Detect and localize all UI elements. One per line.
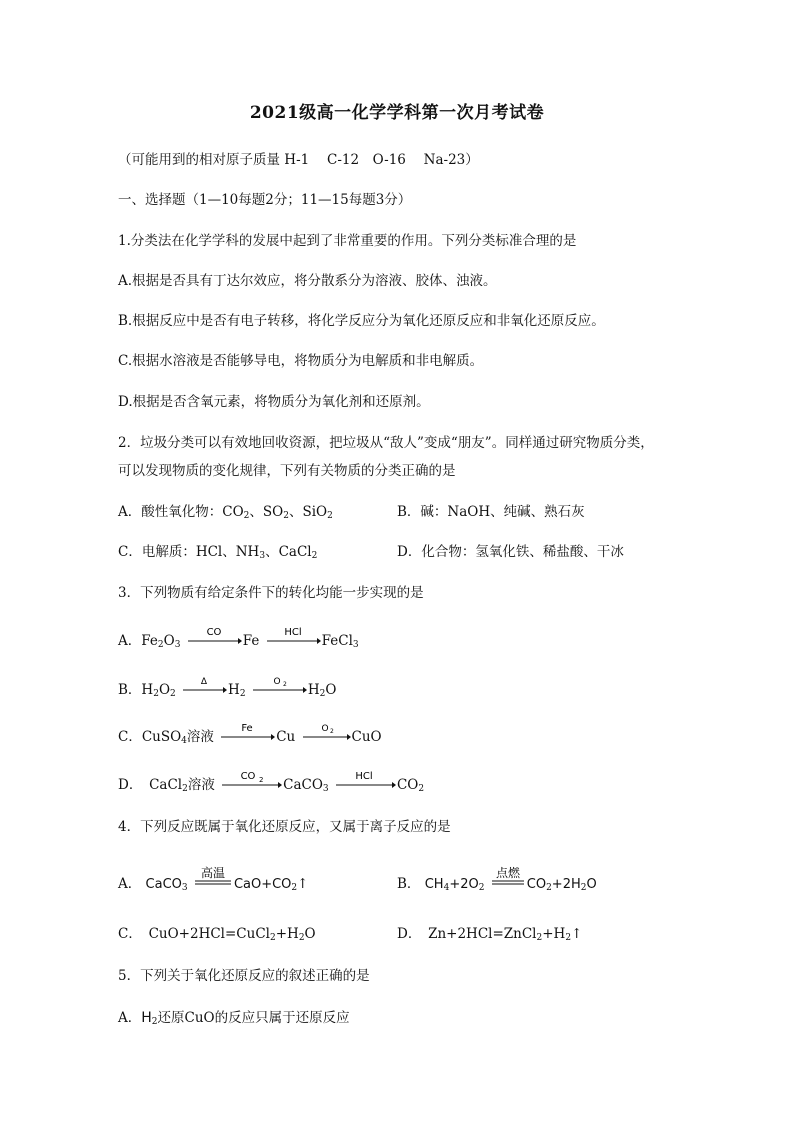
- reaction-arrow: [181, 675, 227, 697]
- question-3-stem: 3．下列物质有给定条件下的转化均能一步实现的是: [118, 585, 424, 601]
- question-2-option-a: A．酸性氧化物：$CO_2$、$SO_2$、SiO$_2$: [118, 504, 333, 521]
- reaction-arrow: [220, 770, 282, 792]
- question-2-option-b: B．碱：NaOH、纯碱、熟石灰: [397, 504, 585, 520]
- page-title: 2021级高一化学学科第一次月考试卷: [249, 103, 545, 123]
- question-5-option-a: A．$H_2$还原CuO的反应只属于还原反应: [118, 1010, 350, 1027]
- svg-text:2: 2: [329, 728, 334, 735]
- reaction-arrow: [219, 722, 275, 744]
- question-5-stem: 5．下列关于氧化还原反应的叙述正确的是: [118, 968, 370, 984]
- question-3-option-b: B．$H_2O_2$ Δ $H_2$ O 2 $H_2O$: [118, 677, 337, 699]
- question-4-stem: 4．下列反应既属于氧化还原反应，又属于离子反应的是: [118, 819, 451, 835]
- question-2-stem-line2: 可以发现物质的变化规律，下列有关物质的分类正确的是: [118, 463, 456, 479]
- question-1-option-a: A.根据是否具有丁达尔效应，将分散系分为溶液、胶体、浊液。: [118, 273, 497, 289]
- svg-text:2: 2: [259, 776, 264, 784]
- arrow-condition: Δ: [200, 677, 208, 687]
- arrow-condition: O: [320, 724, 329, 734]
- arrow-condition: HCl: [355, 771, 373, 782]
- question-4-option-b: B． $CH_4+2O_2$ 点燃 $CO_2+2H_2O$: [397, 866, 597, 893]
- arrow-condition: O: [273, 677, 281, 687]
- reaction-arrow: [265, 626, 321, 648]
- reaction-arrow: [186, 626, 242, 648]
- question-1-option-b: B.根据反应中是否有电子转移，将化学反应分为氧化还原反应和非氧化还原反应。: [118, 313, 605, 329]
- reaction-arrow: [301, 722, 351, 744]
- arrow-condition: CO: [240, 771, 256, 782]
- reaction-arrow: [251, 675, 307, 697]
- question-3-option-d: D． CaCl$_2$溶液 CO 2 CaCO$_3$ HCl $CO_2$: [118, 771, 425, 794]
- question-1-stem: 1.分类法在化学学科的发展中起到了非常重要的作用。下列分类标准合理的是: [118, 233, 577, 249]
- reaction-arrow: [334, 770, 396, 792]
- arrow-condition: HCl: [284, 627, 302, 638]
- arrow-condition: Fe: [241, 723, 253, 734]
- reaction-condition: 高温: [200, 866, 225, 880]
- svg-text:2: 2: [282, 681, 287, 688]
- question-3-option-c: C．CuSO$_4$溶液 Fe Cu O 2 CuO: [118, 723, 382, 746]
- reaction-equals: [193, 866, 233, 890]
- question-2-option-c: C．电解质：HCl、$NH_3$、CaCl$_2$: [118, 544, 318, 561]
- arrow-condition: CO: [206, 627, 222, 638]
- question-4-option-d: D． $Zn+2HCl=ZnCl_2+H_2↑$: [397, 926, 583, 943]
- question-1-option-c: C.根据水溶液是否能够导电，将物质分为电解质和非电解质。: [118, 353, 484, 369]
- question-2-stem-line1: 2．垃圾分类可以有效地回收资源，把垃圾从“敌人”变成“朋友”。同样通过研究物质分类，: [118, 435, 654, 451]
- question-1-option-d: D.根据是否含氧元素，将物质分为氧化剂和还原剂。: [118, 394, 430, 410]
- reaction-equals: [490, 866, 526, 890]
- section-heading: 一、选择题（1—10每题2分；11—15每题3分）: [118, 192, 412, 208]
- question-4-option-c: C． $CuO+2HCl=CuCl_2+H_2O$: [118, 926, 316, 943]
- question-2-option-d: D．化合物：氢氧化铁、稀盐酸、干冰: [397, 544, 624, 560]
- question-4-option-a: A． CaCO$_3$ 高温 $CaO+CO_2↑$: [118, 866, 309, 893]
- reaction-condition: 点燃: [495, 866, 520, 880]
- question-3-option-a: A．$Fe_2O_3$ CO Fe HCl FeCl$_3$: [118, 627, 359, 650]
- atomic-mass-note: （可能用到的相对原子质量 H-1 C-12 O-16 Na-23）: [118, 152, 479, 168]
